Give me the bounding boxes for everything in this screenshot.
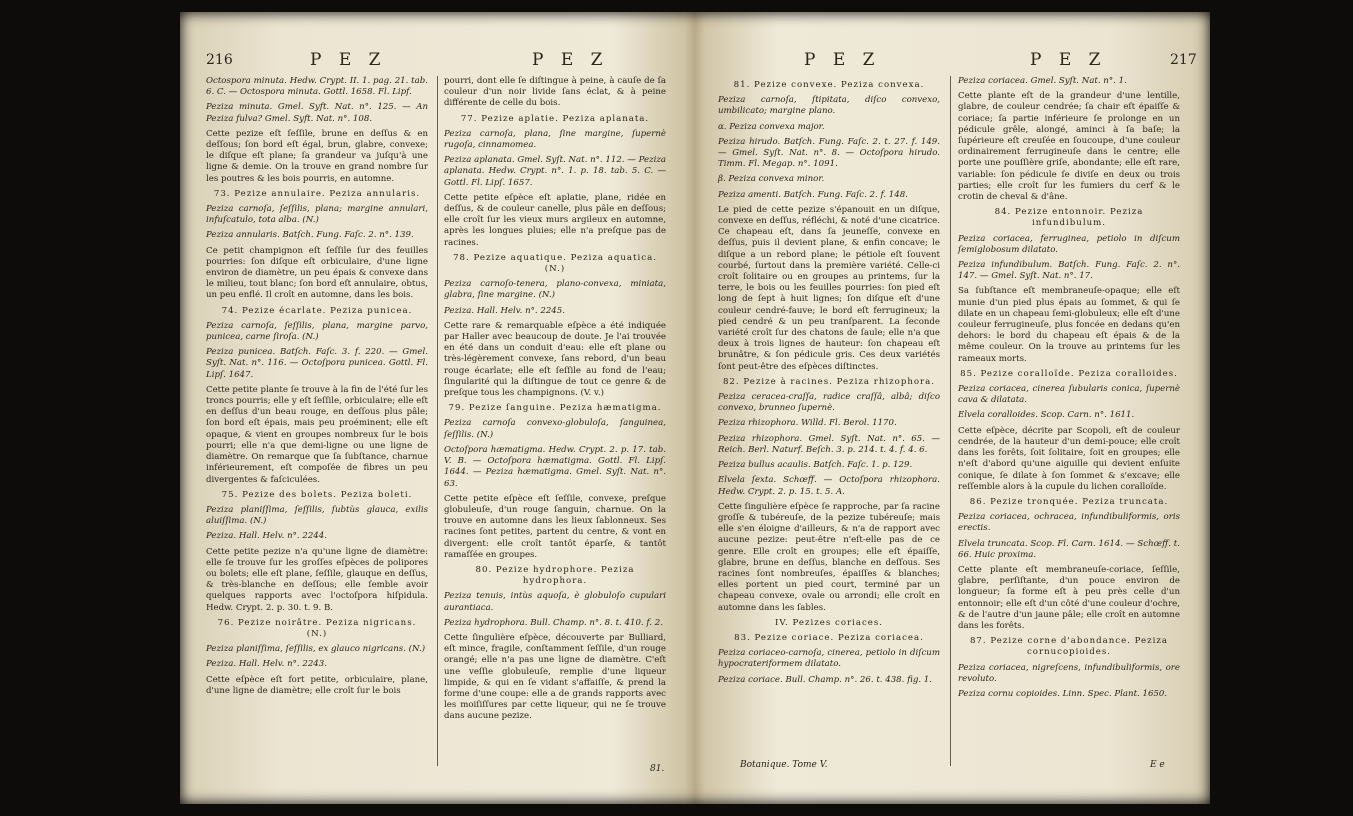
paragraph: Elvela ſexta. Schœff. — Octoſpora rhizophora. Hedw. Crypt. 2. p. 15. t. 5. A. [718,475,940,497]
paragraph: Peziza punicea. Batſch. Faſc. 3. f. 220. — Gmel. Syſt. Nat. n°. 116. — Octoſpora punicea. Gottl. Fl. Lipſ. 1647. [206,347,428,380]
paragraph: Peziza bullus acaulis. Batſch. Faſc. 1. p. 129. [718,460,913,471]
paragraph: Cette eſpèce eſt fort petite, orbiculaire, plane, d'une ligne de diamètre; elle croît ſur le bois [206,674,428,696]
paragraph: Peziza annularis. Batſch. Fung. Faſc. 2. n°. 139. [206,230,414,241]
running-head-right-1: P E Z [804,50,881,70]
running-head-left-2: P E Z [532,50,609,70]
paragraph: 75. Pezize des bolets. Peziza boleti. [221,489,413,500]
paragraph: β. Peziza convexa minor. [718,174,825,185]
paragraph: Cette rare & remarquable eſpèce a été indiquée par Haller avec beaucoup de doute. Je l'ai trouvée en été dans un conduit d'eau: elle eſt plane ou très-légèrement convexe, ſans rebord, d'un beau rouge écarlate; elle eſt ſeſſile au fond de l'eau; ſingularité qui la diſtingue de tout ce genre & de preſque tous les champignons. (V. v.) [444,320,666,399]
paragraph: 85. Pezize coralloïde. Peziza coralloides. [960,368,1178,379]
footer-volume: Botanique. Tome V. [740,760,828,770]
paragraph: Peziza ceracea-craſſa, radice craſſâ, albâ; diſco convexo, brunneo ſupernè. [718,392,940,414]
paragraph: 83. Pezize coriace. Peziza coriacea. [734,632,924,643]
signature-right: E e [1150,760,1165,770]
paragraph: 76. Pezize noirâtre. Peziza nigricans. (N.) [217,617,417,639]
signature-left: 81. [650,764,665,774]
paragraph: Cette petite pezize n'a qu'une ligne de diamètre: elle ſe trouve ſur les groſſes eſpèces de polipores ou bolets; elle eſt plane, ſeſſile, glauque en deſſus, & très-blanche en deſſous; elle ſemble avoir quelques rapports avec l'octoſpora hiſpidula. Hedw. Crypt. 2. p. 30. t. 9. B. [206,546,428,613]
paragraph: Octoſpora hæmatigma. Hedw. Crypt. 2. p. 17. tab. V. B. — Octoſpora hæmatigma. Gottl. Fl. Lipſ. 1644. — Peziza hæmatigma. Gmel. Syſt. Nat. n°. 63. [444,444,666,489]
paragraph: Peziza planiſſima, ſeſſilis, ſubtùs glauca, exilis aluiſſima. (N.) [206,504,428,527]
paragraph: Peziza carnoſa, ſeſſilis, plana, margine parvo, punicea, carne ſiroſa. (N.) [206,320,428,343]
paragraph: 81. Pezize convexe. Peziza convexa. [733,80,925,90]
paragraph: Sa ſubſtance eſt membraneuſe-opaque; elle eſt munie d'un pied plus épais au ſommet, & qui ſe dilate en un chapeau ſemi-globuleux; elle eſt d'une couleur ferrugineuſe, plus foncée en dedans qu'en dehors: le bord du chapeau eſt épais & de la même couleur. On la trouve au printems ſur les rameaux morts. [958,286,1180,364]
paragraph: Peziza aplanata. Gmel. Syſt. Nat. n°. 112. — Peziza aplanata. Hedw. Crypt. n°. 1. p. 18. tab. 5. C. — Gottl. Fl. Lipſ. 1657. [444,155,666,188]
paragraph: Peziza coriaceo-carnoſa, cinerea, petiolo in diſcum hypocrateriformem dilatato. [718,648,940,670]
open-book [180,12,1210,804]
paragraph: Cette plante eſt membraneuſe-coriace, ſeſſile, glabre, perſiſtante, d'un pouce environ de longueur; ſa forme eſt à peu près celle d'un entonnoir; elle eſt d'un côté d'une couleur d'ochre, & de l'autre d'un jaune pâle; elle croît en automne dans les forêts. [958,564,1180,631]
page-number-right: 217 [1170,52,1197,68]
paragraph: Peziza coriacea. Gmel. Syſt. Nat. n°. 1. [958,76,1127,86]
left-column-1 [206,76,428,701]
paragraph: Peziza carnoſa convexo-globuloſa, ſanguinea, ſeſſilis. (N.) [444,418,666,440]
paragraph: Peziza planiſſima, ſeſſilis, ex glauco nigricans. (N.) [206,644,426,655]
right-page [700,12,1210,804]
paragraph: Cette petite eſpèce eſt ſeſſile, convexe, preſque globuleuſe, d'un rouge ſanguin, charnue. On la trouve en automne dans les lieux ſablonneux. Ses racines ſont petites, partent du centre, & vont en divergent: elle croît tantôt éparſe, & tantôt ramaſſée en groupes. [444,493,666,560]
paragraph: Peziza. Hall. Helv. n°. 2243. [206,659,327,670]
paragraph: Cette petite plante ſe trouve à la fin de l'été ſur les troncs pourris; elle y eſt ſeſſile, orbiculaire; elle eſt en deſſus d'un beau rouge, en deſſous plus pâle; ſon bord eſt épais, mais peu proéminent; elle eſt opaque, & vient en groupes nombreux ſur le bois pourri; elle n'a que demi-ligne ou une ligne de diamètre. On remarque que ſa ſubſtance, charnue inférieurement, eſt compoſée de fibres un peu divergentes & faſciculées. [206,384,428,485]
paragraph: 87. Pezize corne d'abondance. Peziza cornucopioides. [969,636,1169,658]
paragraph: Peziza carnoſo-tenera, plano-convexa, miniata, glabra, ſine margine. (N.) [444,279,666,301]
page-number-left: 216 [206,52,233,68]
paragraph: Le pied de cette pezize s'épanouit en un diſque, convexe en deſſus, réfléchi, & noté d'une cicatrice. Ce chapeau eſt, dans ſa jeuneſſe, convexe en deſſus, puis il devient plane, & enfin concave; le diſque a un rebord plane; le pétiole eſt ſouvent courbé, ſurtout dans la première variété. Celle-ci croît ſolitaire ou en groupes au printems, ſur la terre, le bois ou les feuilles pourries: ſon pied eſt long de ſept à huit lignes; ſon diſque eſt d'une couleur cendré-fauve; le bord eſt ferrugineux; la pied cendré & un peu tranſparent. La ſeconde variété croît ſur des chatons de ſaule; elle n'a que deux à trois lignes de hauteur: ſon chapeau eſt brunâtre, & ſon pédicule gris. Ces deux variétés ſont peut-être des eſpèces diſtinctes. [718,204,940,372]
paragraph: α. Peziza convexa major. [718,121,825,132]
paragraph: Peziza hirudo. Batſch. Fung. Faſc. 2. t. 27. f. 149. — Gmel. Syſt. Nat. n°. 8. — Octoſpora hirudo. Timm. Fl. Megap. n°. 1091. [718,136,940,170]
paragraph: Cette plante eſt de la grandeur d'une lentille, glabre, de couleur cendrée; ſa chair eſt épaiſſe & coriace; ſa partie inférieure ſe prolonge en un pédicule grêle, alongé, aminci à ſa baſe; la ſupérieure eſt creuſée en ſoucoupe, d'une couleur ordinairement ferrugineuſe dans le centre; elle porte une pouſſière griſe, abondante; elle eſt rare, variable: ſon pédicule ſe diviſe en deux ou trois parties; elle croît ſur les fumiers du cerf & le crotin de cheval & d'âne. [958,91,1180,203]
paragraph: Peziza coriacea, ferruginea, petiolo in diſcum ſemiglobosum dilatato. [958,233,1180,255]
right-column-1 [718,76,940,690]
paragraph: Peziza coriacea, cinerea ſubularis conica, ſupernè cava & dilatata. [958,384,1180,406]
column-rule [437,76,438,766]
paragraph: 73. Pezize annulaire. Peziza annularis. [213,188,421,199]
paragraph: Cette pezize eſt ſeſſile, brune en deſſus & en deſſous; ſon bord eſt égal, brun, glabre, convexe; le diſque eſt plane; ſa grandeur va juſqu'à une ligne & demie. On la trouve en grand nombre ſur les poutres & les bois pourris, en automne. [206,128,428,184]
paragraph: Cette eſpèce, décrite par Scopoli, eſt de couleur cendrée, de la hauteur d'un demi-pouce; elle croît dans les forêts, ſoit ſolitaire, ſoit en groupes; elle n'eſt d'abord qu'une aiguille qui devient enſuite conique, ſe dilate à ſon ſommet & s'excave; elle reſſemble alors à la cupule du lichen coralloïde. [958,425,1180,492]
running-head-right-2: P E Z [1030,50,1107,70]
paragraph: Elvela truncata. Scop. Fl. Carn. 1614. — Schœff. t. 66. Huic proxima. [958,538,1180,560]
running-head-left-1: P E Z [310,50,387,70]
paragraph: Cette ſingulière eſpèce, découverte par Bulliard, eſt mince, fragile, conſtamment ſeſſile, d'un rouge orangé; elle n'a pas une ligne de diamètre. C'eſt une veſſie globuleuſe, remplie d'une liqueur limpide, & qui en ſe vidant s'affaiſſe, & prend la forme d'une coupe: elle a de grands rapports avec les moiſiſſures par cette liqueur, qui ne ſe trouve dans aucune pezize. [444,632,666,722]
paragraph: Octospora minuta. Hedw. Crypt. II. 1. pag. 21. tab. 6. C. — Octospora minuta. Gottl. 1658. Fl. Lipf. [206,76,428,98]
paragraph: Peziza rhizophora. Gmel. Syſt. Nat. n°. 65. — Reich. Berl. Naturf. Beſch. 3. p. 214. t. 4. f. 4. 6. [718,433,940,455]
paragraph: Peziza minuta. Gmel. Syft. Nat. n°. 125. — An Peziza fulva? Gmel. Syft. Nat. n°. 108. [206,102,428,124]
paragraph: Peziza coriacea, ochracea, infundibuliformis, oris erectis. [958,512,1180,534]
paragraph: Peziza. Hall. Helv. n°. 2245. [444,305,565,316]
paragraph: Peziza. Hall. Helv. n°. 2244. [206,531,327,542]
paragraph: Ce petit champignon eſt ſeſſile ſur des feuilles pourries: ſon diſque eſt orbiculaire, d'une ligne environ de diamètre, un peu épais & convexe dans le milieu, tout blanc; ſon bord eſt annulaire, obtus, un peu enflé. Il croît en automne, dans les bois. [206,245,428,301]
paragraph: Cette ſingulière eſpèce ſe rapproche, par ſa racine groſſe & tubéreuſe, de la pezize tubéreuſe; mais elle s'en éloigne d'ailleurs, & n'a de rapport avec aucune pezize: peut-être n'eſt-elle pas de ce genre. Elle croît en groupes; elle eſt épaiſſe, glabre, brune en deſſus, blanche en deſſous. Ses racines ſont nombreuſes, épaiſſes & blanches; elles portent un pied court, terminé par un chapeau convexe, ovale ou arrondi; elle croît en automne dans les ſables. [718,501,940,613]
left-page [180,12,688,804]
paragraph: Peziza infundibulum. Batſch. Fung. Faſc. 2. n°. 147. — Gmel. Syſt. Nat. n°. 17. [958,260,1180,282]
paragraph: pourri, dont elle ſe diſtingue à peine, à cauſe de ſa couleur d'un noir livide ſans éclat, & à peine différente de celle du bois. [444,76,666,109]
paragraph: Peziza rhizophora. Willd. Fl. Berol. 1170. [718,418,897,429]
right-column-2 [958,76,1180,704]
paragraph: Peziza carnoſa, ſeſſilis, plana; margine annulari, infuſcatulo, tota alba. (N.) [206,204,428,226]
paragraph: Peziza amenti. Batſch. Fung. Faſc. 2. f. 148. [718,189,908,200]
paragraph: Peziza tenuis, intùs aquoſa, è globuloſo cupulari aurantiaca. [444,591,666,613]
paragraph: Peziza carnoſa, ſtipitata, diſco convexo, umbilicato; margine plano. [718,95,940,117]
paragraph: Peziza cornu copioides. Linn. Spec. Plant. 1650. [958,688,1168,699]
paragraph: 80. Pezize hydrophore. Peziza hydrophora. [475,564,635,587]
paragraph: 86. Pezize tronquée. Peziza truncata. [969,496,1169,507]
left-column-2 [444,76,666,727]
paragraph: Peziza coriacea, nigreſcens, infundibuliformis, ore revoluto. [958,662,1180,684]
paragraph: Cette petite eſpèce eſt aplatie, plane, ridée en deſſus, & de couleur canelle, plus pâle en deſſous; elle croît ſur les vieux murs argileux en automne, après les longues pluies; elle n'a preſque pas de racines. [444,192,666,248]
paragraph: 77. Pezize aplatie. Peziza aplanata. [460,113,650,124]
paragraph: 79. Pezize ſanguine. Peziza hæmatigma. [448,403,662,414]
paragraph: 82. Pezize à racines. Peziza rhizophora. [722,376,936,387]
paragraph: Peziza hydrophora. Bull. Champ. n°. 8. t. 410. f. 2. [444,617,663,628]
paragraph: Peziza carnoſa, plana, ſine margine, ſupernè rugoſa, cinnamomea. [444,128,666,151]
paragraph: Peziza coriace. Bull. Champ. n°. 26. t. 438. fig. 1. [718,674,933,685]
paragraph: 74. Pezize écarlate. Peziza punicea. [221,305,413,316]
column-rule [950,76,951,766]
paragraph: 84. Pezize entonnoir. Peziza infundibulum. [994,207,1144,229]
paragraph: IV. Pezizes coriaces. [774,617,884,628]
paragraph: 78. Pezize aquatique. Peziza aquatica. (N.) [453,252,657,275]
paragraph: Elvela coralloides. Scop. Carn. n°. 1611. [958,410,1135,421]
